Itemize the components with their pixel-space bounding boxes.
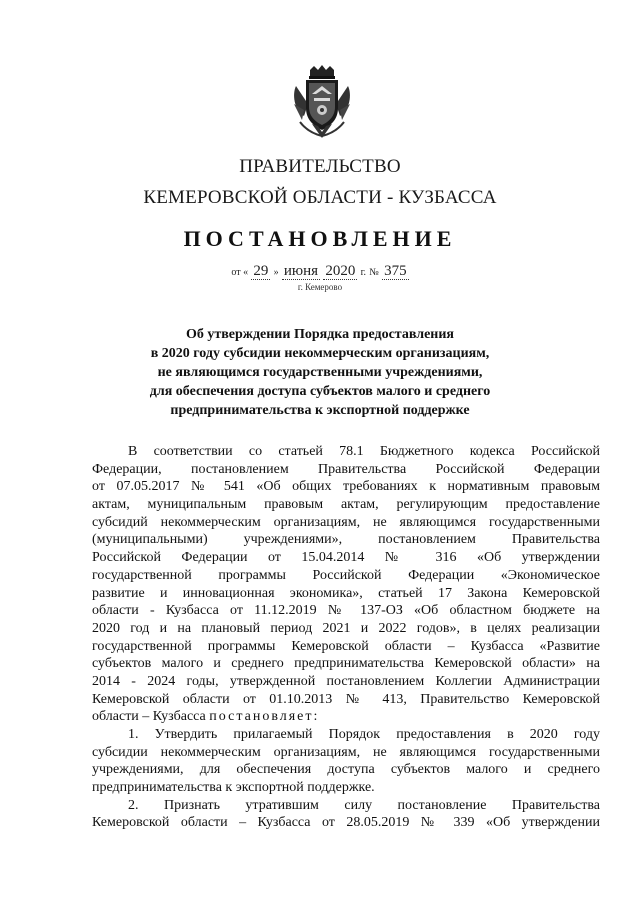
body-line: актам, муниципальным правовым актам, регулирующим предоставление bbox=[92, 497, 600, 513]
city-name: г. Кемерово bbox=[297, 282, 343, 292]
date-prefix: от « bbox=[231, 267, 249, 278]
item1-line: учреждениями, для обеспечения доступа субъектов малого и среднего bbox=[92, 762, 600, 778]
document-date-number bbox=[0, 263, 640, 280]
document-body bbox=[92, 443, 600, 832]
date-month: июня bbox=[283, 263, 319, 279]
body-line: Федерации, постановлением Правительства Российской Федерации bbox=[92, 461, 600, 477]
item2-line: 2. Признать утратившим силу постановление Правительства bbox=[128, 797, 600, 813]
document-type: ПОСТАНОВЛЕНИЕ bbox=[183, 226, 457, 251]
body-line: 2020 год и на плановый период 2021 и 2022 годов», в целях реализации bbox=[92, 620, 600, 636]
body-line: В соответствии со статьей 78.1 Бюджетного кодекса Российской bbox=[128, 444, 600, 459]
item2-line: Кемеровской области – Кузбасса от 28.05.2019 № 339 «Об утверждении bbox=[92, 815, 600, 831]
item1-line: предпринимательства к экспортной поддержке. bbox=[92, 780, 375, 796]
number-label: № bbox=[369, 267, 379, 278]
date-year: 2020 bbox=[325, 263, 356, 279]
body-line: субсидий некоммерческим организациям, не являющимся государственными bbox=[92, 514, 600, 530]
title-line: предпринимательства к экспортной поддержке bbox=[170, 403, 470, 418]
date-day: 29 bbox=[253, 263, 269, 279]
title-line: в 2020 году субсидии некоммерческим организациям, bbox=[150, 346, 490, 361]
title-line: не являющимся государственными учреждениями, bbox=[157, 365, 483, 380]
body-line: области - Кузбасса от 11.12.2019 № 137-ОЗ «Об областном бюджете на bbox=[92, 603, 600, 619]
coat-of-arms-emblem bbox=[290, 64, 354, 144]
body-line: государственной программы Российской Федерации «Экономическое bbox=[92, 567, 600, 583]
document-number: 375 bbox=[384, 263, 407, 279]
body-line-final bbox=[92, 708, 600, 726]
body-line: развитие и инновационная экономика», статьей 17 Закона Кемеровской bbox=[92, 585, 600, 601]
title-line: для обеспечения доступа субъектов малого и среднего bbox=[149, 384, 491, 399]
government-name-line2: КЕМЕРОВСКОЙ ОБЛАСТИ - КУЗБАССА bbox=[143, 187, 497, 208]
body-line: от 07.05.2017 № 541 «Об общих требованиях к нормативным правовым bbox=[92, 479, 600, 495]
body-line: Кемеровской области от 01.10.2013 № 413, Правительство Кемеровской bbox=[92, 691, 600, 707]
body-line: субъектов малого и среднего предпринимательства Кемеровской области» на bbox=[92, 656, 600, 672]
body-line: (муниципальными) учреждениями», постановлением Правительства bbox=[92, 532, 600, 548]
date-mid: » bbox=[273, 267, 279, 278]
body-line: Российской Федерации от 15.04.2014 № 316 «Об утверждении bbox=[92, 550, 600, 566]
item1-line: 1. Утвердить прилагаемый Порядок предоставления в 2020 году bbox=[128, 727, 600, 742]
date-year-suffix: г. bbox=[360, 267, 367, 278]
resolves-verb: постановляет: bbox=[209, 709, 320, 725]
government-name-line1: ПРАВИТЕЛЬСТВО bbox=[239, 156, 401, 177]
body-line: 2014 - 2024 годы, утвержденной постановлением Коллегии Администрации bbox=[92, 673, 600, 689]
title-line: Об утверждении Порядка предоставления bbox=[185, 327, 455, 342]
body-final-prefix: области – Кузбасса bbox=[92, 709, 210, 725]
body-line: государственной программы Кемеровской области – Кузбасса «Развитие bbox=[92, 638, 600, 654]
document-title bbox=[120, 325, 520, 420]
item1-line: субсидии некоммерческим организациям, не являющимся государственными bbox=[92, 744, 600, 760]
